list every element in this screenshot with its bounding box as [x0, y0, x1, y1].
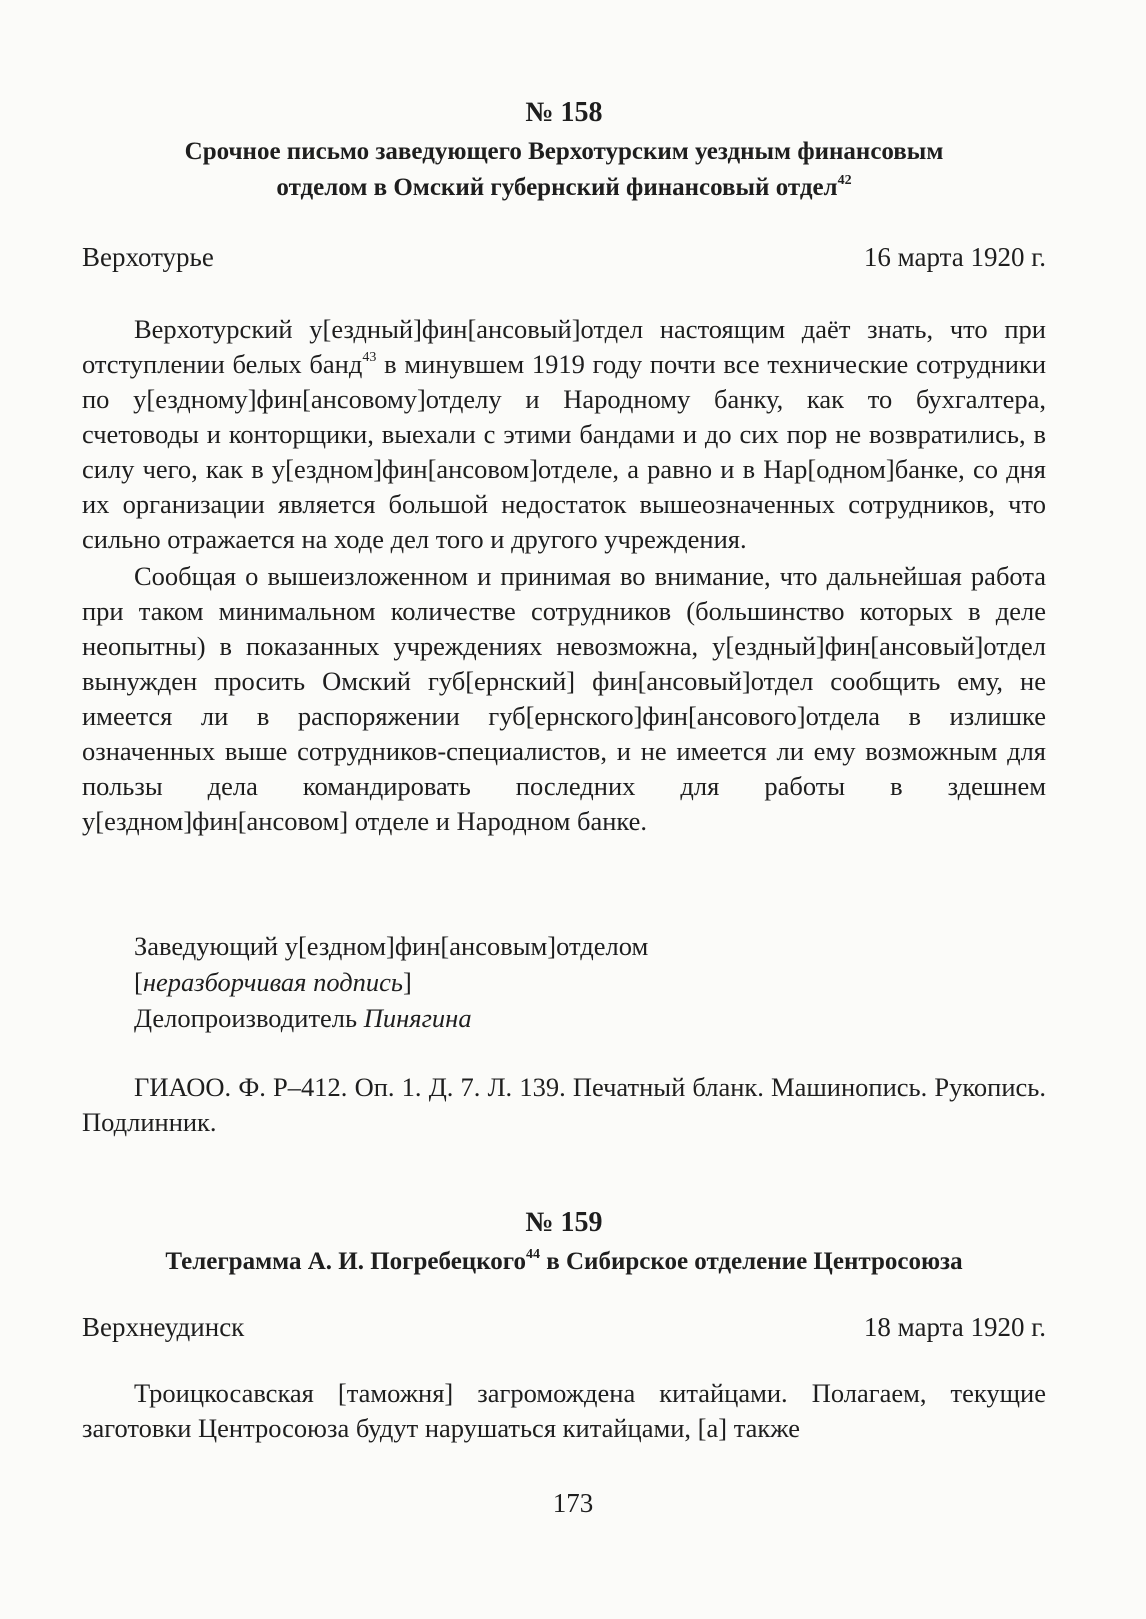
doc158-signature-block	[82, 928, 1098, 1036]
doc158-date: 16 марта 1920 г.	[863, 242, 1046, 272]
signatory-title: Заведующий у[ездном]фин[ансовым]отделом	[134, 931, 649, 961]
page-number: 173	[552, 1488, 594, 1518]
doc159-place-date	[82, 1310, 1046, 1344]
doc159-number: № 159	[525, 1207, 603, 1238]
doc158-paragraph-2: Сообщая о вышеизложенном и принимая во внимание, что дальнейшая работа при таком минимальном количестве сотрудников (большинство которых в деле неопытны) в показанных учреждениях невозможна, у[ездный]фин[ансовый]отдел вынужден просить Омский губ[ернский] фин[ансовый]отдел сообщить ему, не имеется ли в распоряжении губ[ернского]фин[ансового]отдела в излишке означенных выше сотрудников-специалистов, и не имеется ли ему возможным для пользы дела командировать последних для работы в здешнем у[ездном]фин[ансовом] отделе и Народном банке.	[82, 561, 1046, 836]
doc158-paragraph-1: Верхотурский у[ездный]фин[ансовый]отдел настоящим даёт знать, что при отступлении белых банд$^{43}$ в минувшем 1919 году почти все технические сотрудники по у[ездному]фин[ансовому]отделу и Народному банку, как то бухгалтера, счетоводы и конторщики, выехали с этими бандами и до сих пор не возвратились, в силу чего, как в у[ездном]фин[ансовом]отделе, а равно и в Нар[одном]банке, со дня их организации является большой недостаток вышеозначенных сотрудников, что сильно отражается на ходе дел того и другого учреждения.	[82, 314, 1046, 554]
doc158-title-line2: отделом в Омский губернский финансовый отдел$^{42}$	[276, 172, 852, 201]
doc158-title-line1: Срочное письмо заведующего Верхотурским уездным финансовым	[184, 138, 944, 165]
doc158-number: № 158	[525, 97, 603, 128]
doc159-header	[82, 1206, 1046, 1280]
doc158-place: Верхотурье	[82, 242, 214, 272]
doc159-date: 18 марта 1920 г.	[863, 1312, 1046, 1342]
doc158-archive-reference: ГИАОО. Ф. Р–412. Оп. 1. Д. 7. Л. 139. Печатный бланк. Машинопись. Рукопись. Подлинник.	[82, 1072, 1046, 1137]
clerk-line: Делопроизводитель Пинягина	[134, 1003, 472, 1033]
doc159-paragraph-1: Троицкосавская [таможня] загромождена китайцами. Полагаем, текущие заготовки Центросоюза будут нарушаться китайцами, [а] также	[82, 1378, 1046, 1443]
doc159-title: Телеграмма А. И. Погребецкого$^{44}$ в Сибирское отделение Центросоюза	[165, 1246, 963, 1275]
doc158-header	[82, 96, 1046, 206]
illegible-signature: [неразборчивая подпись]	[134, 967, 412, 997]
footnote-ref-42: 42	[837, 172, 852, 188]
footnote-ref-44: 44	[526, 1246, 540, 1262]
doc159-body	[82, 1376, 1046, 1446]
doc158-title	[82, 134, 1046, 206]
doc158-body	[82, 312, 1046, 839]
clerk-name: Пинягина	[363, 1003, 472, 1033]
doc158-place-date	[82, 240, 1046, 274]
footnote-ref-43: 43	[362, 350, 377, 366]
doc159-place: Верхнеудинск	[82, 1312, 245, 1342]
